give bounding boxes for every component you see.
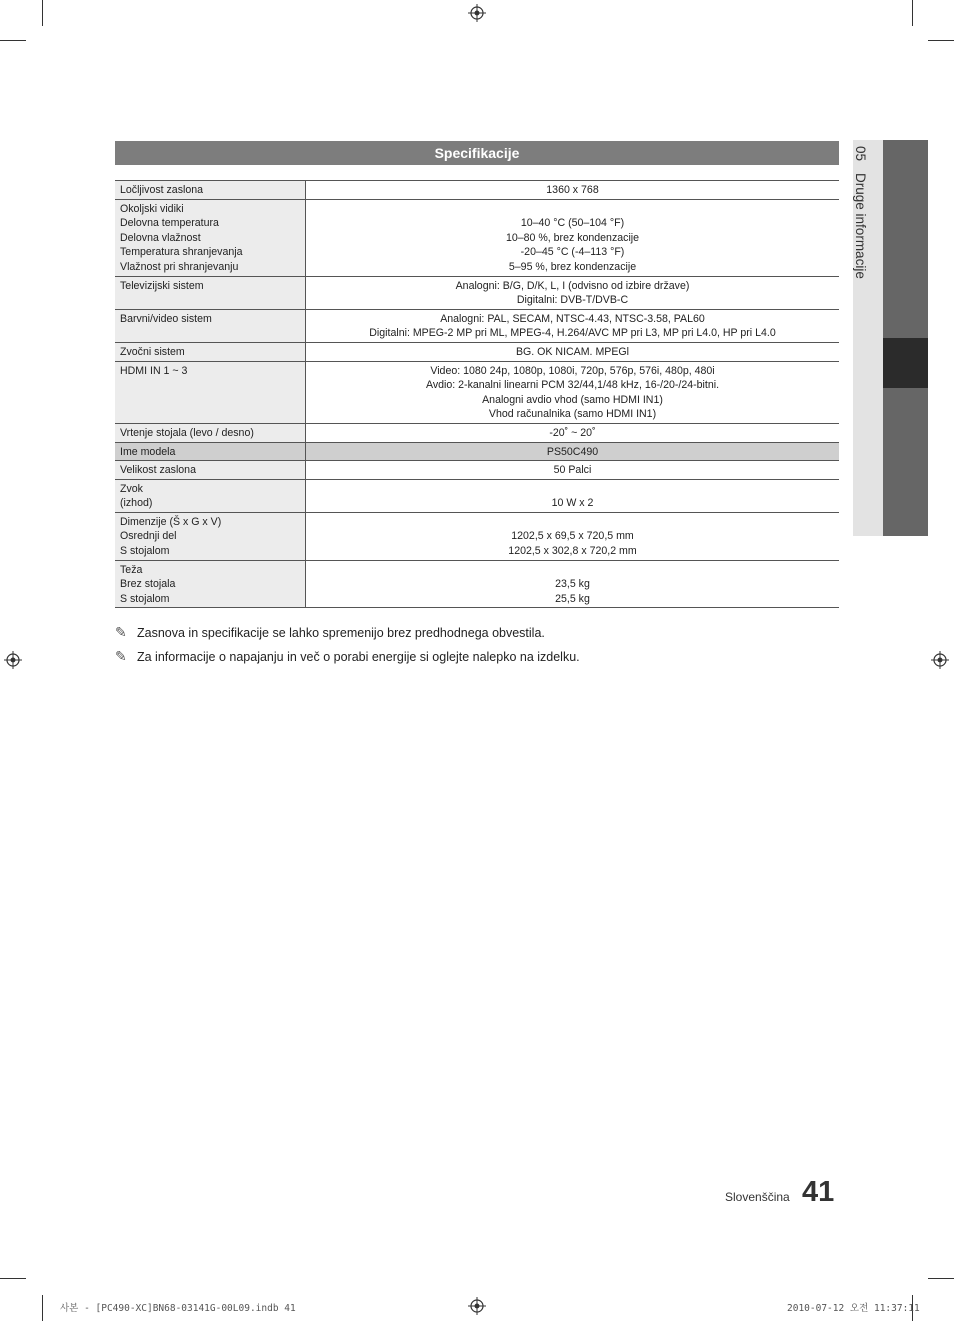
chapter-number: 05: [853, 146, 868, 162]
spec-value-cell: [306, 361, 840, 423]
crop-mark: [42, 1295, 43, 1321]
spec-value-line: -20–45 °C (-4–113 °F): [520, 246, 625, 259]
spec-key-cell: [115, 461, 306, 480]
table-row: [115, 423, 839, 442]
page-number: 41: [802, 1176, 835, 1208]
footer-language: Slovenščina: [725, 1190, 790, 1204]
spec-key-cell: [115, 342, 306, 361]
spec-key-line: Delovna vlažnost: [120, 231, 201, 244]
spec-value-line: Vhod računalnika (samo HDMI IN1): [488, 408, 657, 421]
crop-mark: [42, 0, 43, 26]
spec-key-line: Vlažnost pri shranjevanju: [120, 260, 239, 273]
spec-value-line: Digitalni: DVB-T/DVB-C: [516, 294, 629, 307]
specifications-table: [115, 180, 839, 608]
spec-value-line: Analogni avdio vhod (samo HDMI IN1): [482, 393, 663, 406]
spec-value-line: [311, 563, 834, 578]
spec-value-line: PS50C490: [546, 445, 599, 458]
spec-value-line: Video: 1080 24p, 1080p, 1080i, 720p, 576p, 576i, 480p, 480i: [430, 364, 715, 377]
chapter-title: Druge informacije: [853, 173, 868, 279]
spec-value-line: 1360 x 768: [546, 184, 599, 196]
spec-key-line: Temperatura shranjevanja: [120, 246, 243, 259]
spec-value-cell: [306, 442, 840, 461]
spec-value-cell: [306, 199, 840, 276]
spec-value-line: [311, 515, 834, 530]
table-row: [115, 442, 839, 461]
spec-key-line: Zvočni sistem: [120, 345, 185, 358]
spec-key-line: Osrednji del: [120, 530, 177, 543]
registration-mark-icon: [931, 651, 949, 669]
spec-key-line: Teža: [120, 563, 143, 576]
spec-value-cell: [306, 423, 840, 442]
spec-key-cell: [115, 309, 306, 342]
table-row: [115, 199, 839, 276]
spec-value-cell: [306, 276, 840, 309]
spec-value-cell: [306, 560, 840, 608]
spec-value-line: 1202,5 x 302,8 x 720,2 mm: [508, 545, 637, 558]
spec-key-line: Okoljski vidiki: [120, 202, 184, 215]
registration-mark-icon: [4, 651, 22, 669]
crop-mark: [928, 1278, 954, 1279]
crop-mark: [912, 0, 913, 26]
table-row: [115, 560, 839, 608]
spec-key-cell: [115, 512, 306, 560]
crop-mark: [928, 40, 954, 41]
spec-key-line: S stojalom: [120, 545, 170, 558]
table-row: [115, 512, 839, 560]
spec-value-line: 50 Palci: [553, 464, 592, 477]
table-row: [115, 342, 839, 361]
spec-key-cell: [115, 479, 306, 512]
spec-key-line: (izhod): [120, 497, 153, 510]
spec-key-cell: [115, 560, 306, 608]
spec-key-line: Televizijski sistem: [120, 279, 204, 292]
registration-mark-icon: [468, 1297, 486, 1315]
table-row: [115, 461, 839, 480]
spec-value-line: 23,5 kg: [555, 578, 590, 591]
spec-key-line: Brez stojala: [120, 578, 176, 591]
table-row: [115, 181, 839, 200]
note-text: Zasnova in specifikacije se lahko spremenijo brez predhodnega obvestila.: [137, 626, 545, 640]
spec-value-line: 10–40 °C (50–104 °F): [520, 217, 625, 230]
crop-mark: [0, 40, 26, 41]
pencil-note-icon: ✎: [115, 624, 127, 640]
spec-value-line: Avdio: 2-kanalni linearni PCM 32/44,1/48 kHz, 16-/20-/24-bitni.: [425, 379, 720, 392]
spec-value-line: Analogni: B/G, D/K, L, I (odvisno od izbire države): [455, 279, 690, 292]
spec-value-line: -20˚ ~ 20˚: [549, 426, 596, 439]
spec-key-cell: [115, 361, 306, 423]
section-title: Specifikacije: [115, 141, 839, 165]
spec-key-line: Delovna temperatura: [120, 217, 219, 230]
spec-value-line: 10 W x 2: [551, 497, 594, 510]
table-row: [115, 309, 839, 342]
spec-value-line: Digitalni: MPEG-2 MP pri ML, MPEG-4, H.264/AVC MP pri L3, MP pri L4.0, HP pri L4.0: [369, 327, 776, 340]
spec-value-cell: [306, 512, 840, 560]
spec-key-line: Ime modela: [120, 445, 176, 458]
spec-value-cell: [306, 181, 840, 200]
print-timestamp: 2010-07-12 오전 11:37:11: [787, 1303, 920, 1314]
spec-value-line: 25,5 kg: [555, 592, 590, 605]
spec-key-line: HDMI IN 1 ~ 3: [120, 364, 188, 377]
table-row: [115, 276, 839, 309]
print-file-info: 사본 - [PC490-XC]BN68-03141G-00L09.indb 41: [60, 1303, 296, 1314]
spec-key-line: S stojalom: [120, 592, 170, 605]
note-line: [115, 648, 580, 665]
spec-value-line: Analogni: PAL, SECAM, NTSC-4.43, NTSC-3.58, PAL60: [440, 312, 705, 325]
spec-value-cell: [306, 479, 840, 512]
spec-value-line: 5–95 %, brez kondenzacije: [508, 260, 637, 273]
spec-key-line: Dimenzije (Š x G x V): [120, 515, 222, 528]
note-line: [115, 624, 545, 641]
spec-key-line: Barvni/video sistem: [120, 312, 212, 325]
spec-value-line: BG. OK NICAM. MPEGl: [515, 345, 629, 358]
spec-value-line: [311, 202, 834, 217]
spec-value-line: 10–80 %, brez kondenzacije: [505, 231, 640, 244]
chapter-tab-label: [853, 146, 868, 279]
spec-key-cell: [115, 181, 306, 200]
crop-mark: [0, 1278, 26, 1279]
table-row: [115, 361, 839, 423]
spec-value-cell: [306, 342, 840, 361]
spec-key-line: Zvok: [120, 482, 143, 495]
spec-key-cell: [115, 276, 306, 309]
table-row: [115, 479, 839, 512]
spec-value-line: [311, 482, 834, 497]
spec-key-cell: [115, 423, 306, 442]
spec-key-line: Velikost zaslona: [120, 464, 196, 477]
spec-value-cell: [306, 461, 840, 480]
spec-key-line: Ločljivost zaslona: [120, 184, 204, 196]
spec-value-cell: [306, 309, 840, 342]
chapter-tab-marker: [883, 338, 928, 388]
note-text: Za informacije o napajanju in več o porabi energije si oglejte nalepko na izdelku.: [137, 650, 580, 664]
spec-key-cell: [115, 442, 306, 461]
spec-value-line: 1202,5 x 69,5 x 720,5 mm: [511, 530, 634, 543]
registration-mark-icon: [468, 4, 486, 22]
pencil-note-icon: ✎: [115, 648, 127, 664]
spec-key-cell: [115, 199, 306, 276]
spec-key-line: Vrtenje stojala (levo / desno): [120, 426, 254, 439]
